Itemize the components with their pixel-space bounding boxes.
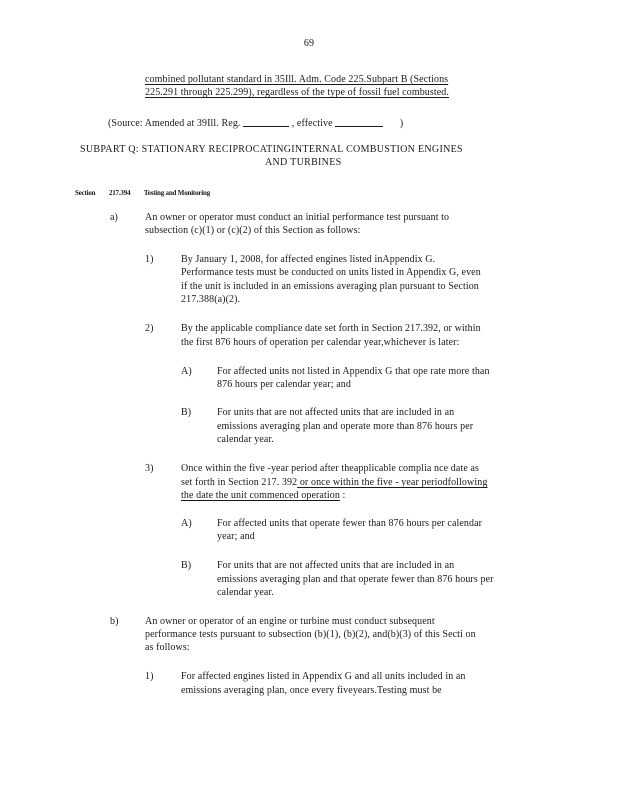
item-a-marker: a) bbox=[110, 212, 118, 223]
item-a-line-2: subsection (c)(1) or (c)(2) of this Section as follows: bbox=[145, 225, 361, 236]
intro-line-2: 225.291 through 225.299), regardless of the type of fossil fuel combusted. bbox=[145, 87, 450, 98]
item-a1-line-4: 217.388(a)(2). bbox=[181, 294, 241, 305]
item-a1-marker: 1) bbox=[145, 254, 154, 265]
source-close-paren: ) bbox=[399, 118, 404, 129]
subpart-heading-line-2: AND TURBINES bbox=[265, 157, 342, 168]
item-a2B-line-2: emissions averaging plan and operate more than 876 hours per bbox=[217, 421, 474, 432]
item-a1-line-2: Performance tests must be conducted on units listed in Appendix G, even bbox=[181, 267, 481, 278]
item-a2A-marker: A) bbox=[181, 366, 192, 377]
item-a3-line-2 bbox=[181, 477, 487, 489]
intro-line-1: combined pollutant standard in 35Ill. Adm. Code 225.Subpart B (Sections bbox=[145, 74, 449, 85]
reg-blank bbox=[243, 116, 289, 127]
section-heading bbox=[75, 187, 210, 199]
item-b-line-3: as follows: bbox=[145, 642, 190, 653]
item-a2-marker: 2) bbox=[145, 323, 154, 334]
item-a3-line-3-suffix: : bbox=[339, 490, 346, 501]
item-a3-line-3 bbox=[181, 490, 345, 502]
item-a2-line-1: By the applicable compliance date set forth in Section 217.392, or within bbox=[181, 323, 481, 334]
item-b1-line-1: For affected engines listed in Appendix G and all units included in an bbox=[181, 671, 466, 682]
section-label: Section bbox=[75, 189, 96, 197]
item-a2B-marker: B) bbox=[181, 407, 192, 418]
item-a3-marker: 3) bbox=[145, 463, 154, 474]
source-prefix: (Source: Amended at 39Ill. Reg. bbox=[108, 118, 241, 129]
item-a2-line-2: the first 876 hours of operation per calendar year,whichever is later: bbox=[181, 337, 460, 348]
effective-date-blank bbox=[335, 116, 383, 127]
item-a3B-line-1: For units that are not affected units that are included in an bbox=[217, 560, 455, 571]
item-a1-line-1: By January 1, 2008, for affected engines listed inAppendix G. bbox=[181, 254, 436, 265]
item-b1-marker: 1) bbox=[145, 671, 154, 682]
item-a2A-line-1: For affected units not listed in Appendix G that ope rate more than bbox=[217, 366, 490, 377]
item-b-marker: b) bbox=[110, 616, 119, 627]
source-note bbox=[108, 116, 403, 130]
item-a3-line-1: Once within the five -year period after theapplicable complia nce date as bbox=[181, 463, 479, 474]
item-a3B-marker: B) bbox=[181, 560, 192, 571]
item-a3A-line-1: For affected units that operate fewer than 876 hours per calendar bbox=[217, 518, 483, 529]
item-a2B-line-3: calendar year. bbox=[217, 434, 274, 445]
item-b-line-1: An owner or operator of an engine or turbine must conduct subsequent bbox=[145, 616, 435, 627]
item-a3B-line-3: calendar year. bbox=[217, 587, 274, 598]
item-a2B-line-1: For units that are not affected units that are included in an bbox=[217, 407, 455, 418]
item-a1-line-3: if the unit is included in an emissions averaging plan pursuant to Section bbox=[181, 281, 479, 292]
item-a3B-line-2: emissions averaging plan and that operate fewer than 876 hours per bbox=[217, 574, 494, 585]
item-a2A-line-2: 876 hours per calendar year; and bbox=[217, 379, 351, 390]
section-number: 217.394 bbox=[108, 189, 131, 197]
subpart-heading-line-1: SUBPART Q: STATIONARY RECIPROCATINGINTERNAL COMBUSTION ENGINES bbox=[80, 144, 463, 155]
item-b-line-2: performance tests pursuant to subsection (b)(1), (b)(2), and(b)(3) of this Secti on bbox=[145, 629, 476, 640]
item-a3A-marker: A) bbox=[181, 518, 192, 529]
item-b1-line-2: emissions averaging plan, once every fiveyears.Testing must be bbox=[181, 685, 442, 696]
source-effective: , effective bbox=[291, 118, 333, 129]
item-a3-inserted-text-1: or once within the five - year periodfollowing bbox=[297, 477, 488, 488]
page-number: 69 bbox=[303, 38, 315, 49]
item-a-line-1: An owner or operator must conduct an initial performance test pursuant to bbox=[145, 212, 450, 223]
section-title: Testing and Monitoring bbox=[143, 189, 211, 197]
item-a3A-line-2: year; and bbox=[217, 531, 255, 542]
item-a3-inserted-text-2: the date the unit commenced operation bbox=[181, 490, 340, 501]
item-a3-line-2-text: set forth in Section 217. 392 bbox=[181, 477, 298, 488]
